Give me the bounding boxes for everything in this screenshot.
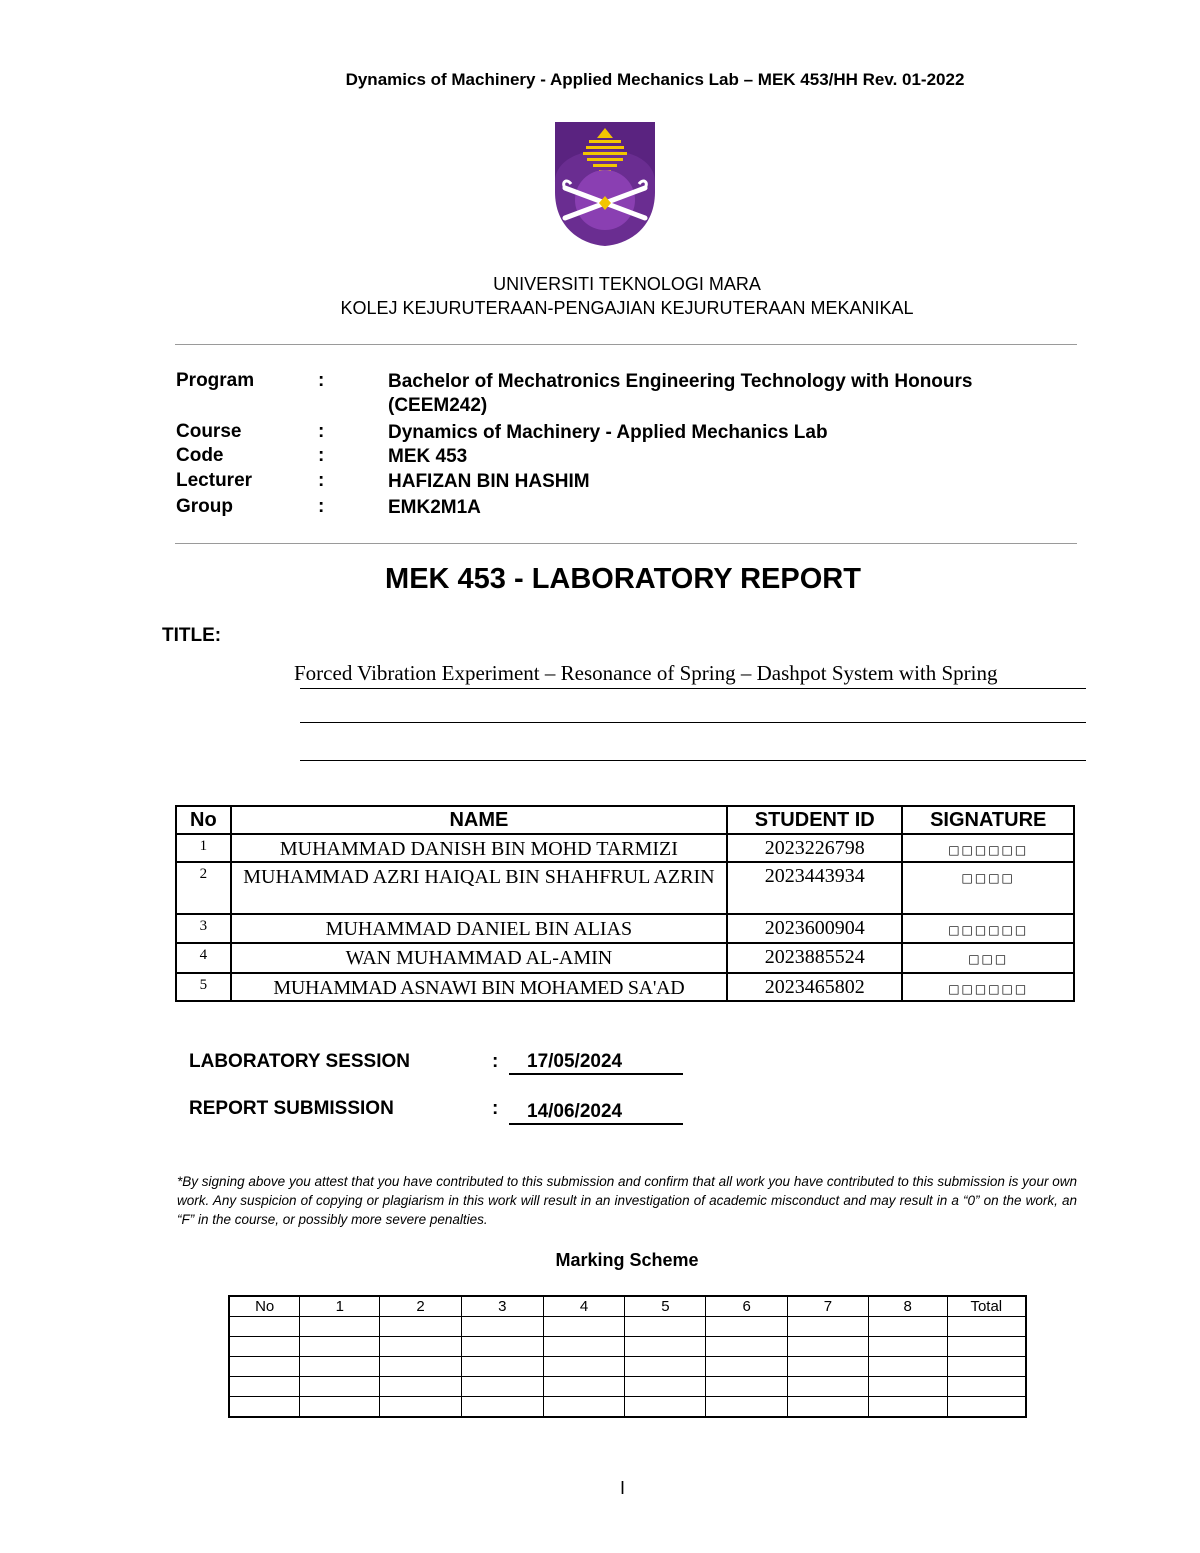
marking-table-body: [229, 1317, 1026, 1418]
marking-cell: [947, 1337, 1026, 1357]
marking-cell: [300, 1317, 380, 1337]
student-name: MUHAMMAD DANIEL BIN ALIAS: [231, 914, 727, 943]
info-colon: :: [318, 445, 325, 466]
marking-cell: [229, 1377, 300, 1397]
table-header-row: [176, 806, 1074, 834]
divider-top: [175, 344, 1077, 345]
info-colon: :: [318, 370, 325, 391]
student-name: WAN MUHAMMAD AL-AMIN: [231, 943, 727, 973]
student-name: MUHAMMAD ASNAWI BIN MOHAMED SA'AD: [231, 973, 727, 1001]
column-header-no: No: [176, 806, 231, 834]
row-number: 4: [176, 943, 231, 973]
report-title: Forced Vibration Experiment – Resonance of Spring – Dashpot System with Spring: [294, 661, 998, 685]
marking-cell: [300, 1337, 380, 1357]
signature-disclaimer: *By signing above you attest that you have contributed to this submission and confirm that all work you have contributed to this submission is your own work. Any suspicion of copying or plagiarism in this work will result in an investigation of academic misconduct and may result in a “0” on the work, an “F” in the course, or possibly more severe penalties.: [177, 1174, 1077, 1227]
marking-cell: [380, 1357, 462, 1377]
marking-column-header: 3: [461, 1296, 543, 1317]
marking-column-header: 8: [868, 1296, 947, 1317]
marking-row: [229, 1377, 1026, 1397]
marking-header-row: [229, 1296, 1026, 1317]
marking-cell: [380, 1317, 462, 1337]
marking-cell: [947, 1397, 1026, 1418]
marking-cell: [229, 1337, 300, 1357]
marking-cell: [380, 1397, 462, 1418]
marking-column-header: 7: [788, 1296, 869, 1317]
session-colon: :: [492, 1051, 499, 1072]
marking-cell: [461, 1317, 543, 1337]
student-name: MUHAMMAD DANISH BIN MOHD TARMIZI: [231, 834, 727, 862]
marking-cell: [947, 1357, 1026, 1377]
student-id: 2023465802: [727, 973, 902, 1001]
report-heading: MEK 453 - LABORATORY REPORT: [385, 563, 861, 595]
row-number: 2: [176, 862, 231, 914]
marking-cell: [380, 1377, 462, 1397]
info-colon: :: [318, 496, 325, 517]
marking-cell: [543, 1377, 625, 1397]
marking-cell: [300, 1377, 380, 1397]
info-colon: :: [318, 421, 325, 442]
laboratory-session-label: LABORATORY SESSION: [189, 1051, 410, 1072]
student-id: 2023226798: [727, 834, 902, 862]
info-value-code: MEK 453: [388, 446, 468, 467]
university-name: UNIVERSITI TEKNOLOGI MARA: [493, 274, 761, 294]
student-id: 2023600904: [727, 914, 902, 943]
university-crest-icon: [553, 122, 657, 246]
marking-cell: [947, 1317, 1026, 1337]
table-row: [176, 834, 1074, 862]
info-value-course: Dynamics of Machinery - Applied Mechanics Lab: [388, 422, 828, 443]
marking-column-header: 4: [543, 1296, 625, 1317]
marking-cell: [543, 1317, 625, 1337]
marking-cell: [706, 1357, 788, 1377]
title-underline: [300, 738, 1086, 761]
marking-cell: [461, 1337, 543, 1357]
signature: □□□□: [902, 862, 1074, 914]
marking-cell: [625, 1377, 706, 1397]
title-underline: [300, 700, 1086, 723]
marking-cell: [543, 1337, 625, 1357]
info-value-lecturer: HAFIZAN BIN HASHIM: [388, 471, 590, 492]
marking-scheme-heading: Marking Scheme: [555, 1250, 699, 1270]
marking-cell: [868, 1317, 947, 1337]
marking-cell: [868, 1397, 947, 1418]
marking-column-header: 5: [625, 1296, 706, 1317]
row-number: 3: [176, 914, 231, 943]
marking-cell: [229, 1317, 300, 1337]
marking-cell: [706, 1337, 788, 1357]
marking-column-header: 1: [300, 1296, 380, 1317]
marking-cell: [300, 1357, 380, 1377]
row-number: 5: [176, 973, 231, 1001]
marking-cell: [300, 1397, 380, 1418]
info-label: Group: [176, 496, 233, 517]
signature: □□□□□□: [902, 834, 1074, 862]
faculty-name: KOLEJ KEJURUTERAAN-PENGAJIAN KEJURUTERAAN MEKANIKAL: [340, 298, 914, 318]
table-row: [176, 862, 1074, 914]
marking-cell: [461, 1357, 543, 1377]
marking-cell: [229, 1357, 300, 1377]
marking-cell: [788, 1377, 869, 1397]
marking-cell: [229, 1397, 300, 1418]
student-id: 2023885524: [727, 943, 902, 973]
marking-cell: [788, 1337, 869, 1357]
marking-cell: [788, 1317, 869, 1337]
row-number: 1: [176, 834, 231, 862]
marking-cell: [868, 1377, 947, 1397]
marking-cell: [543, 1357, 625, 1377]
student-id: 2023443934: [727, 862, 902, 914]
info-value-program: Bachelor of Mechatronics Engineering Technology with Honours (CEEM242): [388, 371, 973, 416]
page-number: I: [620, 1478, 626, 1498]
marking-column-header: No: [229, 1296, 300, 1317]
student-name: MUHAMMAD AZRI HAIQAL BIN SHAHFRUL AZRIN: [231, 862, 727, 914]
signature: □□□: [902, 943, 1074, 973]
session-colon: :: [492, 1098, 499, 1119]
marking-cell: [868, 1357, 947, 1377]
table-row: [176, 914, 1074, 943]
marking-cell: [788, 1357, 869, 1377]
running-header: Dynamics of Machinery - Applied Mechanics Lab – MEK 453/HH Rev. 01-2022: [345, 70, 965, 89]
marking-column-header: Total: [947, 1296, 1026, 1317]
info-value-group: EMK2M1A: [388, 497, 481, 518]
marking-cell: [625, 1397, 706, 1418]
marking-cell: [625, 1357, 706, 1377]
info-label: Lecturer: [176, 470, 253, 491]
marking-cell: [947, 1377, 1026, 1397]
report-submission-date: 14/06/2024: [509, 1101, 683, 1125]
marking-row: [229, 1317, 1026, 1337]
marking-cell: [706, 1377, 788, 1397]
marking-scheme-table: [228, 1295, 1027, 1418]
marking-cell: [868, 1337, 947, 1357]
marking-cell: [706, 1397, 788, 1418]
info-label: Program: [176, 370, 255, 391]
student-table: [175, 805, 1075, 1002]
table-row: [176, 943, 1074, 973]
marking-cell: [543, 1397, 625, 1418]
column-header-signature: SIGNATURE: [902, 806, 1074, 834]
marking-row: [229, 1357, 1026, 1377]
column-header-student-id: STUDENT ID: [727, 806, 902, 834]
signature: □□□□□□: [902, 973, 1074, 1001]
marking-row: [229, 1337, 1026, 1357]
marking-cell: [788, 1397, 869, 1418]
marking-cell: [625, 1337, 706, 1357]
table-row: [176, 973, 1074, 1001]
info-label: Course: [176, 421, 242, 442]
marking-cell: [625, 1317, 706, 1337]
marking-cell: [461, 1397, 543, 1418]
info-label: Code: [176, 445, 224, 466]
column-header-name: NAME: [231, 806, 727, 834]
report-submission-label: REPORT SUBMISSION: [189, 1098, 394, 1119]
marking-row: [229, 1397, 1026, 1418]
divider-bottom: [175, 543, 1077, 544]
title-label: TITLE:: [162, 625, 222, 646]
signature: □□□□□□: [902, 914, 1074, 943]
marking-column-header: 6: [706, 1296, 788, 1317]
info-colon: :: [318, 470, 325, 491]
laboratory-session-date: 17/05/2024: [509, 1051, 683, 1075]
marking-cell: [380, 1337, 462, 1357]
marking-column-header: 2: [380, 1296, 462, 1317]
marking-cell: [706, 1317, 788, 1337]
marking-cell: [461, 1377, 543, 1397]
